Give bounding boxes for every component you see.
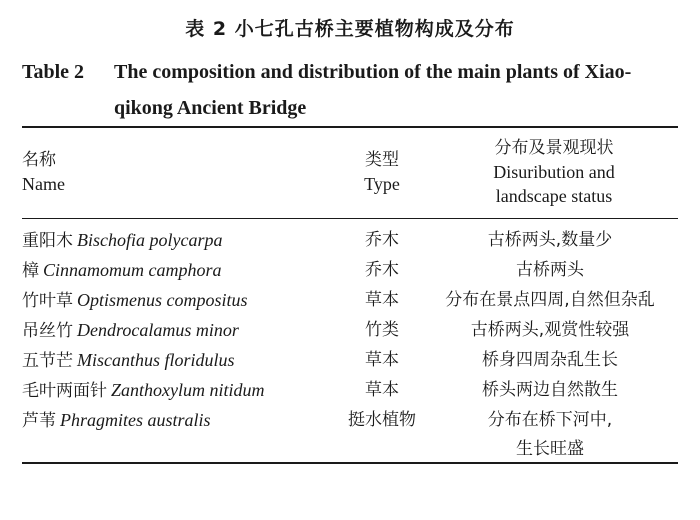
header-dist-en-2: landscape status — [495, 186, 613, 206]
plant-name-latin: Zanthoxylum nitidum — [111, 380, 265, 400]
plant-name-cn: 毛叶两面针 — [22, 381, 107, 401]
header-type-en: Type — [364, 174, 400, 194]
distribution-text: 生长旺盛 — [516, 439, 584, 459]
plant-name-cn: 竹叶草 — [22, 291, 73, 311]
table-row — [22, 286, 678, 316]
distribution-text: 古桥两头 — [516, 260, 584, 280]
plant-name-latin: Cinnamomum camphora — [43, 260, 222, 280]
distribution-cell — [422, 376, 678, 405]
distribution-cell — [422, 256, 678, 285]
plant-name-latin: Bischofia polycarpa — [77, 230, 223, 250]
plant-name-latin: Phragmites australis — [60, 410, 211, 430]
distribution-cell — [422, 406, 678, 464]
header-dist-cn: 分布及景观现状 — [494, 138, 614, 158]
distribution-cell — [422, 316, 678, 345]
table-row — [22, 346, 678, 376]
plant-name-cell — [22, 226, 342, 256]
header-name — [22, 148, 65, 196]
distribution-text: 分布在桥下河中, — [487, 410, 613, 430]
plant-name-latin: Miscanthus floridulus — [77, 350, 235, 370]
table-row — [22, 406, 678, 464]
plant-type-cell: 竹类 — [365, 320, 399, 340]
table-row — [22, 316, 678, 346]
plant-name-latin: Optismenus compositus — [77, 290, 248, 310]
table-row — [22, 226, 678, 256]
header-type-cn: 类型 — [365, 150, 399, 170]
plant-name-cn: 吊丝竹 — [22, 321, 73, 341]
plant-name-cell — [22, 286, 342, 316]
header-dist-en-1: Disuribution and — [493, 162, 615, 182]
table-row — [22, 376, 678, 406]
distribution-cell — [422, 286, 678, 315]
header-name-en: Name — [22, 174, 65, 194]
caption-line-2: qikong Ancient Bridge — [114, 97, 307, 119]
plant-name-cn: 芦苇 — [22, 411, 56, 431]
table-caption-chinese: 表 2 小七孔古桥主要植物构成及分布 — [185, 18, 515, 40]
plant-name-latin: Dendrocalamus minor — [77, 320, 239, 340]
plant-name-cn: 樟 — [22, 261, 39, 281]
distribution-text: 古桥两头,观赏性较强 — [470, 320, 630, 340]
plant-name-cell — [22, 256, 342, 286]
plant-type-cell: 乔木 — [365, 260, 399, 280]
table-bottom-rule — [22, 462, 678, 464]
distribution-text: 古桥两头,数量少 — [487, 230, 613, 250]
plant-name-cell — [22, 376, 342, 406]
distribution-text: 分布在景点四周,自然但杂乱 — [445, 290, 655, 310]
plant-name-cn: 五节芒 — [22, 351, 73, 371]
distribution-text: 桥身四周杂乱生长 — [482, 350, 618, 370]
plant-type-cell: 挺水植物 — [348, 410, 416, 430]
table-header-rule — [22, 218, 678, 219]
distribution-cell — [422, 226, 678, 255]
header-distribution — [430, 136, 678, 208]
plant-name-cn: 重阳木 — [22, 231, 73, 251]
plant-name-cell — [22, 346, 342, 376]
plant-type-cell: 乔木 — [365, 230, 399, 250]
plant-name-cell — [22, 406, 342, 436]
distribution-cell — [422, 346, 678, 375]
plant-name-cell — [22, 316, 342, 346]
table-body — [22, 226, 678, 464]
header-name-cn: 名称 — [22, 150, 56, 170]
plant-type-cell: 草本 — [365, 350, 399, 370]
table-row — [22, 256, 678, 286]
distribution-text: 桥头两边自然散生 — [482, 380, 618, 400]
table-caption-english — [22, 54, 678, 126]
table-top-rule — [22, 126, 678, 128]
plant-type-cell: 草本 — [365, 380, 399, 400]
table-label: Table 2 — [22, 61, 85, 83]
header-type — [342, 148, 422, 196]
caption-line-1: The composition and distribution of the main plants of Xiao- — [114, 61, 632, 83]
plant-type-cell: 草本 — [365, 290, 399, 310]
